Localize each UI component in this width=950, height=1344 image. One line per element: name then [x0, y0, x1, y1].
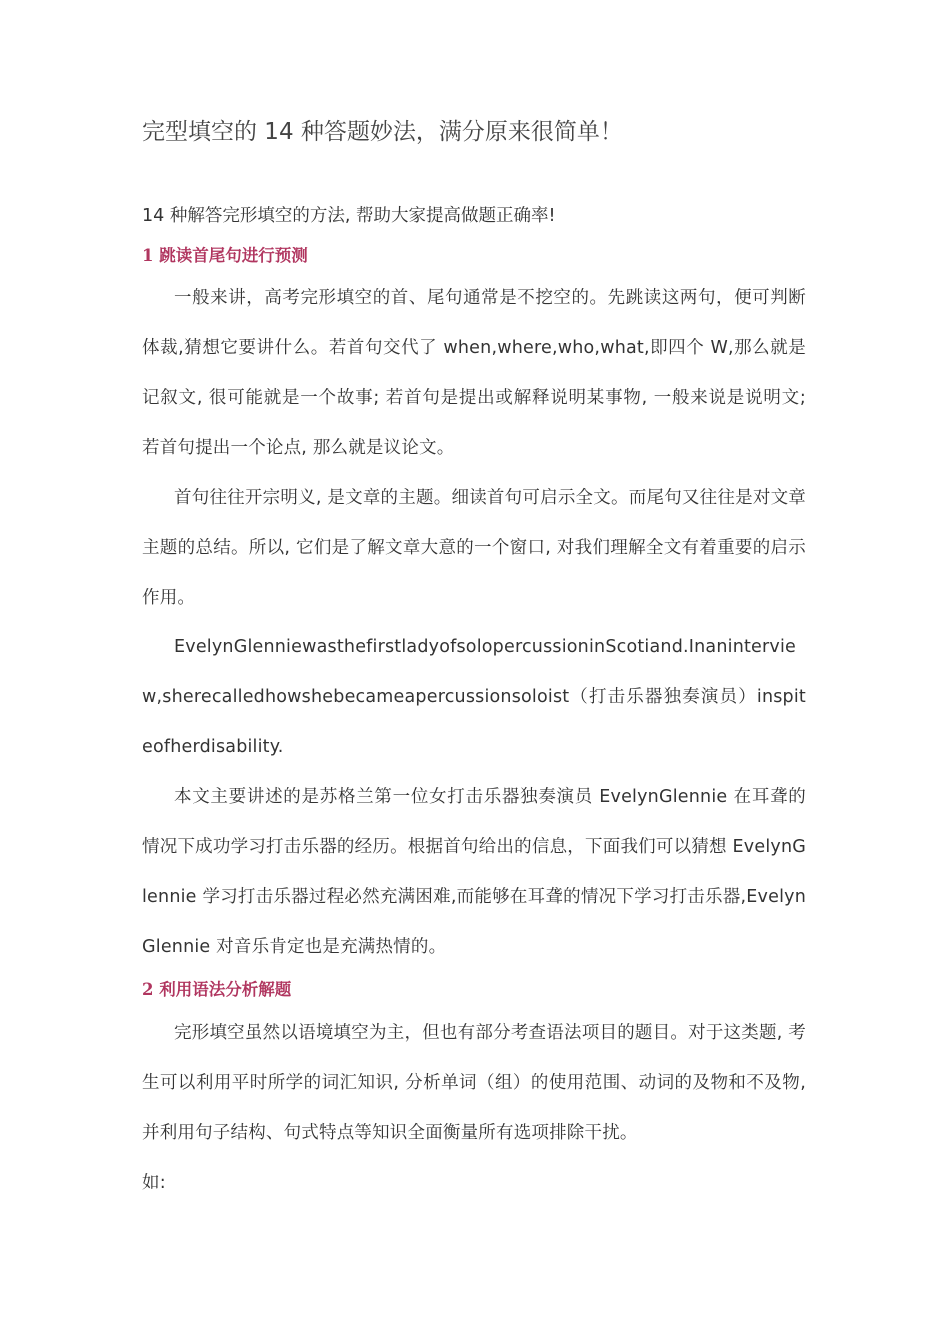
section-1-paragraph-1: 一般来讲，高考完形填空的首、尾句通常是不挖空的。先跳读这两句，便可判断体裁,猜想它要讲什么。若首句交代了 when,where,who,what,即四个 W,那么就是记叙文, 很可能就是一个故事; 若首句是提出或解释说明某事物, 一般来说是说明文; 若首句提出一个论点, 那么就是议论文。: [142, 288, 806, 458]
section-heading-1: 1 跳读首尾句进行预测: [142, 246, 308, 265]
section-1-example-paragraph: EvelynGlenniewasthefirstladyofsolopercussioninScotiand.Inaninterview,sherecalledhowshebecameapercussionsoloist（打击乐器独奏演员）inspiteofherdisability.: [142, 637, 806, 757]
section-1-paragraph-2: 首句往往开宗明义, 是文章的主题。细读首句可启示全文。而尾句又往往是对文章主题的总结。所以, 它们是了解文章大意的一个窗口, 对我们理解全文有着重要的启示作用。: [142, 488, 806, 608]
intro-line: 14 种解答完形填空的方法, 帮助大家提高做题正确率!: [142, 206, 556, 226]
section-2-paragraph-2: 如:: [142, 1173, 166, 1193]
document-title: 完型填空的 14 种答题妙法，满分原来很简单！: [142, 119, 623, 145]
section-heading-2: 2 利用语法分析解题: [142, 980, 292, 999]
section-1-paragraph-4: 本文主要讲述的是苏格兰第一位女打击乐器独奏演员 EvelynGlennie 在耳聋的情况下成功学习打击乐器的经历。根据首句给出的信息，下面我们可以猜想 EvelynGlennie 学习打击乐器过程必然充满困难,而能够在耳聋的情况下学习打击乐器,EvelynGlennie 对音乐肯定也是充满热情的。: [142, 787, 806, 957]
section-2-paragraph-1: 完形填空虽然以语境填空为主，但也有部分考查语法项目的题目。对于这类题, 考生可以利用平时所学的词汇知识, 分析单词（组）的使用范围、动词的及物和不及物, 并利用句子结构、句式特点等知识全面衡量所有选项排除干扰。: [142, 1023, 806, 1143]
